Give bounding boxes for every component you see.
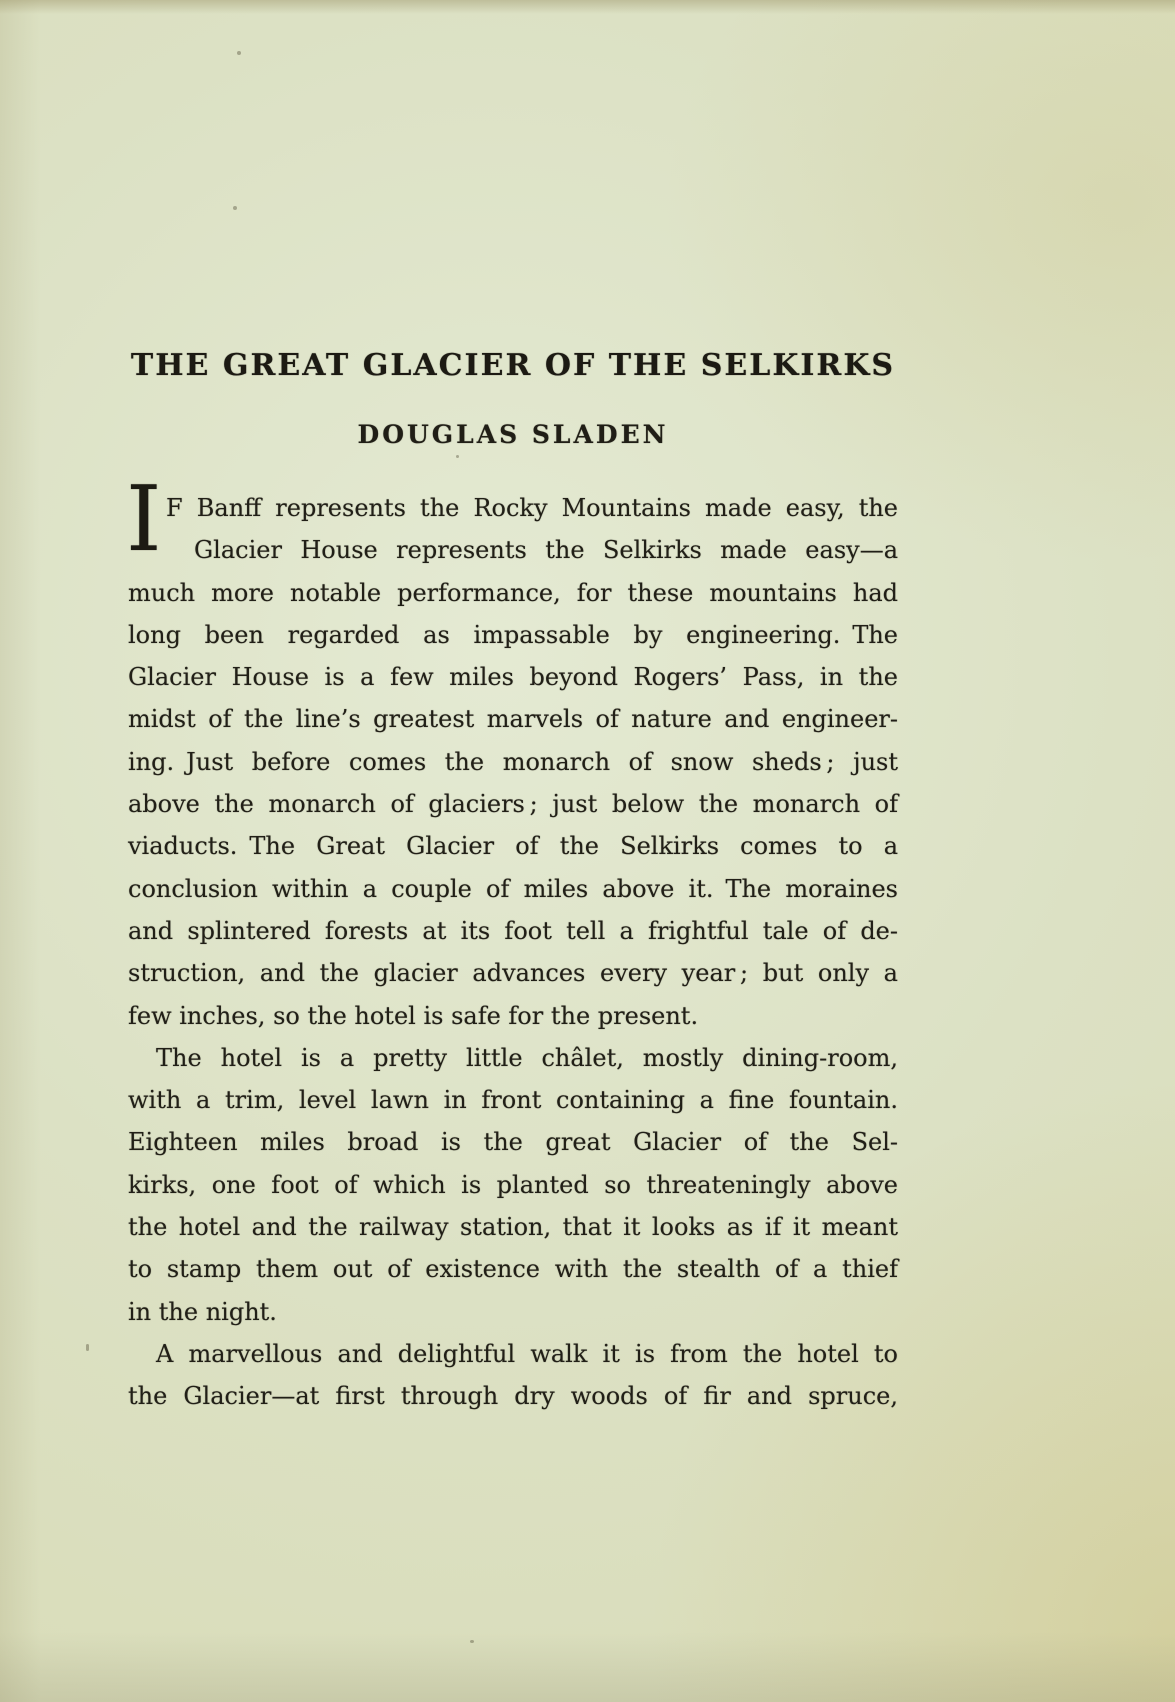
text-line: the hotel and the railway station, that it looks as if it meant <box>128 1213 898 1242</box>
paper-speck <box>456 455 459 458</box>
text-line: Eighteen miles broad is the great Glacier of the Sel- <box>128 1128 898 1157</box>
text-line: Glacier House represents the Selkirks made easy—a <box>194 536 898 565</box>
text-line: kirks, one foot of which is planted so threateningly above <box>128 1170 898 1199</box>
text-line: above the monarch of glaciers ; just below the monarch of <box>128 790 898 819</box>
text-line: A marvellous and delightful walk it is from the hotel to <box>156 1339 898 1368</box>
text-line: Glacier House is a few miles beyond Rogers’ Pass, in the <box>128 663 898 692</box>
paper-speck <box>233 206 237 210</box>
text-line: much more notable performance, for these mountains had <box>128 578 898 607</box>
chapter-title: THE GREAT GLACIER OF THE SELKIRKS <box>130 348 896 383</box>
text-line: long been regarded as impassable by engineering. The <box>128 620 898 649</box>
author-name: DOUGLAS SLADEN <box>357 420 669 449</box>
text-line: F Banff represents the Rocky Mountains made easy, the <box>166 494 898 522</box>
text-line: few inches, so the hotel is safe for the present. <box>128 1001 699 1030</box>
text-line: conclusion within a couple of miles above it. The moraines <box>128 874 898 903</box>
text-line: with a trim, level lawn in front containing a fine fountain. <box>128 1086 898 1115</box>
text-line: the Glacier—at first through dry woods of fir and spruce, <box>128 1382 898 1411</box>
drop-cap: I <box>126 467 162 572</box>
text-line: in the night. <box>128 1297 277 1326</box>
text-line: The hotel is a pretty little châlet, mostly dining-room, <box>156 1043 898 1072</box>
paper-speck <box>86 1344 89 1351</box>
text-line: to stamp them out of existence with the stealth of a thief <box>128 1255 898 1284</box>
text-line: viaducts. The Great Glacier of the Selkirks comes to a <box>128 832 898 861</box>
text-line: and splintered forests at its foot tell a frightful tale of de- <box>128 916 898 945</box>
paper-speck <box>470 1640 474 1643</box>
text-line: struction, and the glacier advances every year ; but only a <box>128 959 898 988</box>
paper-speck <box>237 51 241 55</box>
text-line: ing. Just before comes the monarch of snow sheds ; just <box>128 747 898 776</box>
text-line: midst of the line’s greatest marvels of nature and engineer- <box>128 705 898 734</box>
article-body <box>126 467 898 1418</box>
